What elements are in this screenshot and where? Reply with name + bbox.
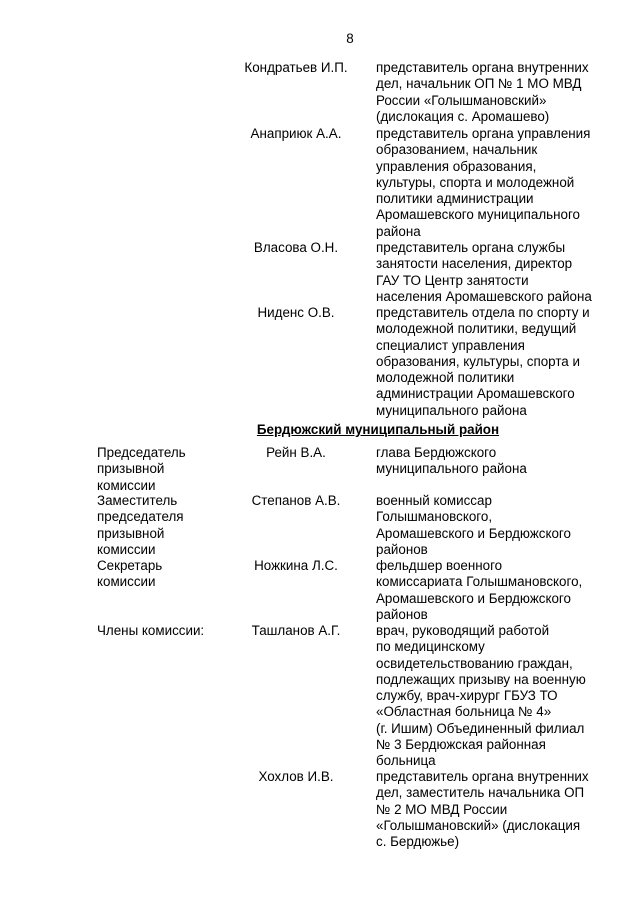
member-description: представитель органа внутренних дел, заместитель начальника ОП № 2 МО МВД России «Голышмановский» (дислокация с. Бердюжье) bbox=[376, 769, 589, 850]
member-description: представитель органа управления образованием, начальник управления образования, культуры, спорта и молодежной политики администрации Аромашевского муниципального района bbox=[376, 126, 591, 239]
member-name: Ножкина Л.С. bbox=[254, 558, 338, 573]
member-name: Власова О.Н. bbox=[253, 240, 339, 255]
member-name: Ниденс О.В. bbox=[257, 305, 335, 320]
member-name: Хохлов И.В. bbox=[258, 769, 334, 784]
member-name: Рейн В.А. bbox=[266, 445, 326, 460]
member-name: Анаприюк А.А. bbox=[250, 126, 342, 141]
member-description: представитель органа внутренних дел, начальник ОП № 1 МО МВД России «Голышмановский» (дислокация с. Аромашево) bbox=[376, 60, 589, 124]
member-description: фельдшер военного комиссариата Голышмановского, Аромашевского и Бердюжского районов bbox=[376, 558, 583, 622]
member-name: Ташланов А.Г. bbox=[251, 623, 341, 638]
member-description: врач, руководящий работой по медицинскому освидетельствованию граждан, подлежащих призыву на военную службу, врач-хирург ГБУЗ ТО «Областная больница № 4» (г. Ишим) Объединенный филиал № 3 Бердюжская районная больница bbox=[376, 623, 586, 769]
section-heading: Бердюжский муниципальный район bbox=[256, 422, 500, 437]
member-role: Члены комиссии: bbox=[97, 623, 205, 638]
member-role: Заместитель председателя призывной комиссии bbox=[97, 493, 184, 557]
member-name: Кондратьев И.П. bbox=[244, 60, 348, 75]
member-name: Степанов А.В. bbox=[251, 493, 341, 508]
member-description: представитель органа службы занятости населения, директор ГАУ ТО Центр занятости населения Аромашевского района bbox=[376, 240, 592, 304]
page-number: 8 bbox=[346, 31, 354, 46]
member-role: Секретарь комиссии bbox=[97, 558, 163, 590]
member-description: глава Бердюжского муниципального района bbox=[376, 445, 527, 477]
member-description: представитель отдела по спорту и молодежной политики, ведущий специалист управления образования, культуры, спорта и молодежной политики администрации Аромашевского муниципального района bbox=[376, 305, 590, 418]
member-description: военный комиссар Голышмановского, Аромашевского и Бердюжского районов bbox=[376, 493, 571, 557]
member-role: Председатель призывной комиссии bbox=[97, 445, 186, 493]
